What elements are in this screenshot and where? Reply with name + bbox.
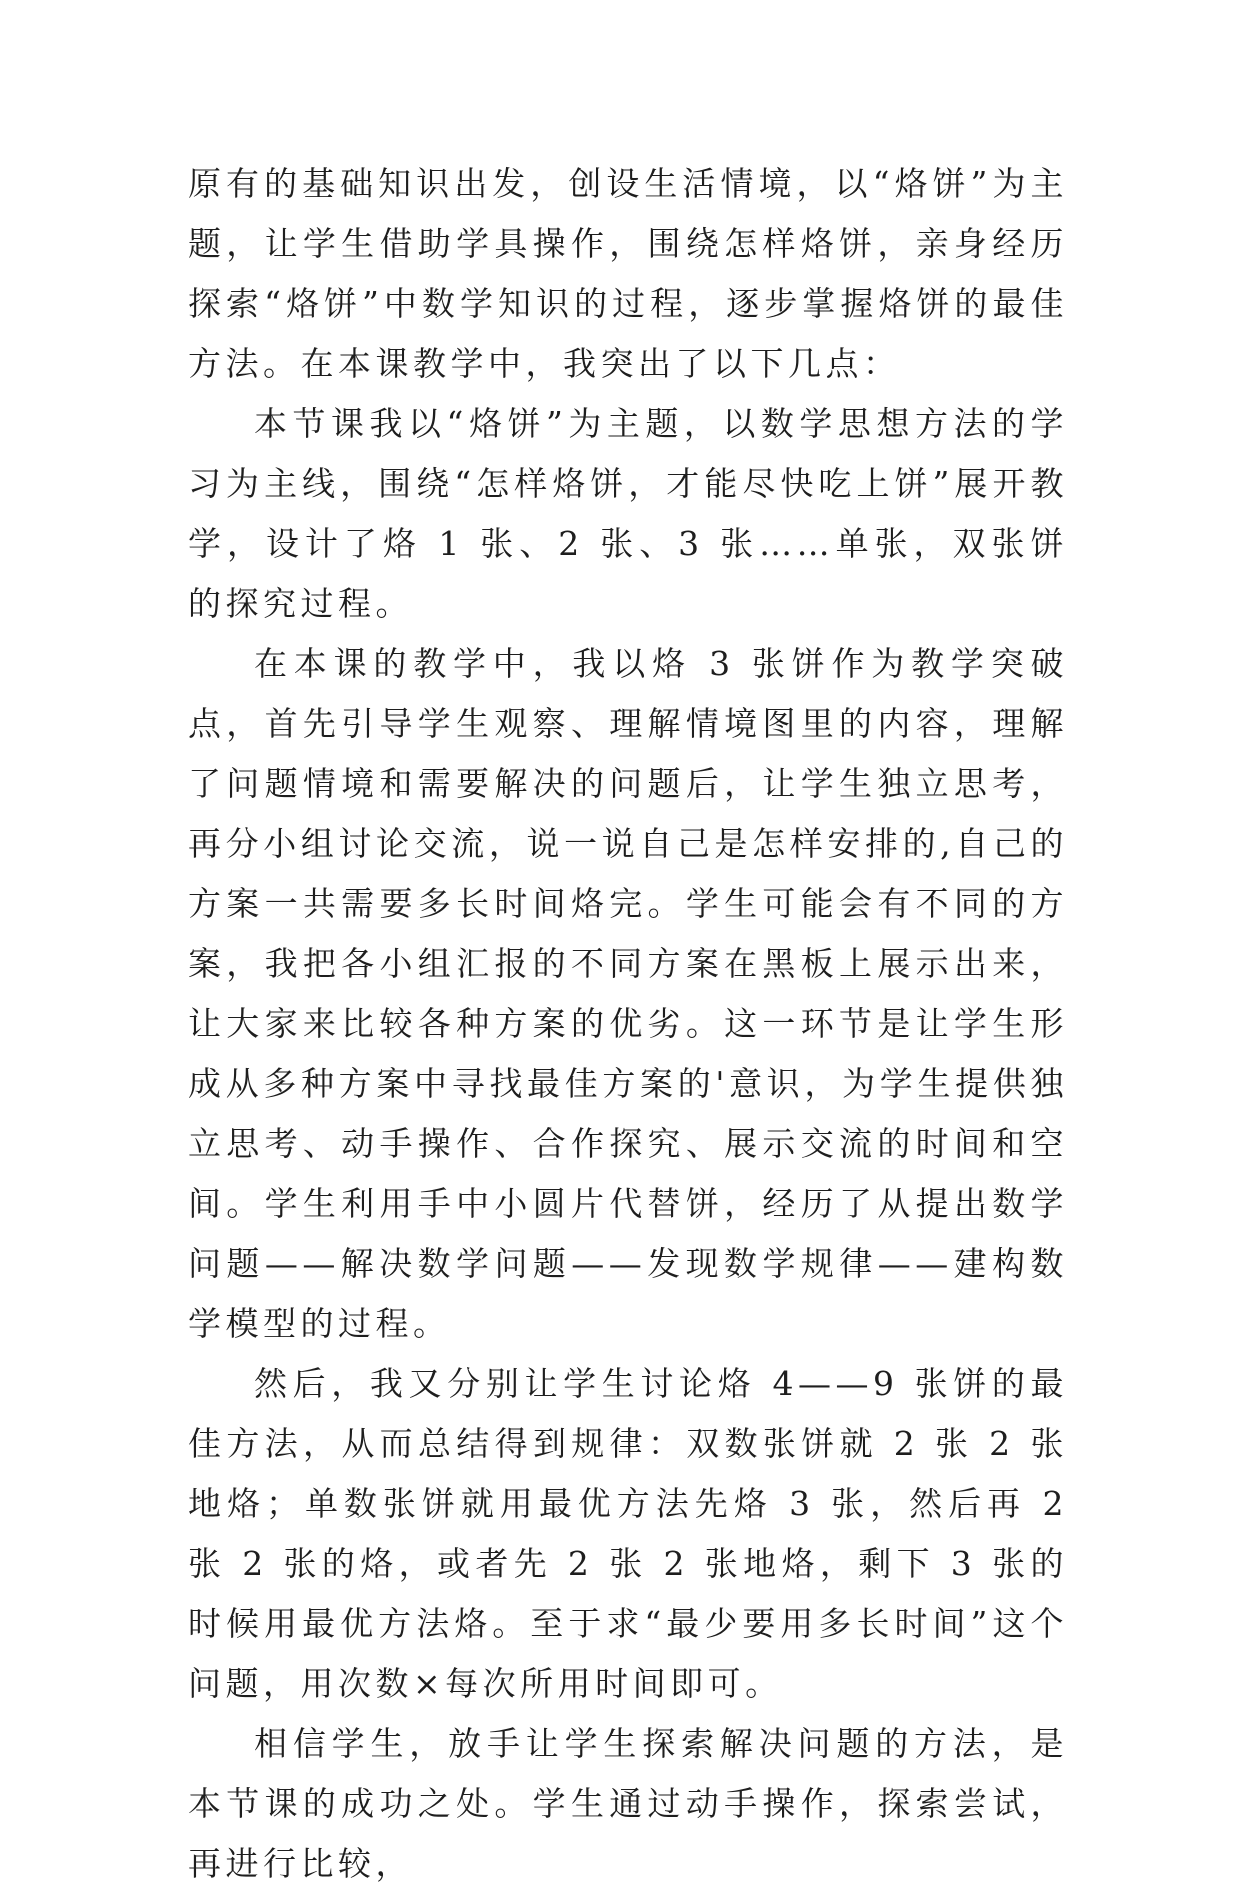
- paragraph-3: 在本课的教学中，我以烙 3 张饼作为教学突破点，首先引导学生观察、理解情境图里的内容，理解了问题情境和需要解决的问题后，让学生独立思考，再分小组讨论交流，说一说自己是怎样安排的,自己的方案一共需要多长时间烙完。学生可能会有不同的方案，我把各小组汇报的不同方案在黑板上展示出来，让大家来比较各种方案的优劣。这一环节是让学生形成从多种方案中寻找最佳方案的'意识，为学生提供独立思考、动手操作、合作探究、展示交流的时间和空间。学生利用手中小圆片代替饼，经历了从提出数学问题——解决数学问题——发现数学规律——建构数学模型的过程。: [188, 644, 1068, 1343]
- paragraph-1: 原有的基础知识出发，创设生活情境，以“烙饼”为主题，让学生借助学具操作，围绕怎样烙饼，亲身经历探索“烙饼”中数学知识的过程，逐步掌握烙饼的最佳方法。在本课教学中，我突出了以下几点：: [188, 164, 1068, 383]
- paragraph-5: 相信学生，放手让学生探索解决问题的方法，是本节课的成功之处。学生通过动手操作，探索尝试，再进行比较，: [188, 1724, 1068, 1883]
- document-body: [188, 154, 1068, 1894]
- paragraph-2: 本节课我以“烙饼”为主题，以数学思想方法的学习为主线，围绕“怎样烙饼，才能尽快吃上饼”展开教学，设计了烙 1 张、2 张、3 张……单张，双张饼的探究过程。: [188, 404, 1068, 623]
- paragraph-4: 然后，我又分别让学生讨论烙 4——9 张饼的最佳方法，从而总结得到规律：双数张饼就 2 张 2 张地烙；单数张饼就用最优方法先烙 3 张，然后再 2 张 2 张的烙，或者先 2 张 2 张地烙，剩下 3 张的时候用最优方法烙。至于求“最少要用多长时间”这个问题，用次数×每次所用时间即可。: [188, 1364, 1068, 1703]
